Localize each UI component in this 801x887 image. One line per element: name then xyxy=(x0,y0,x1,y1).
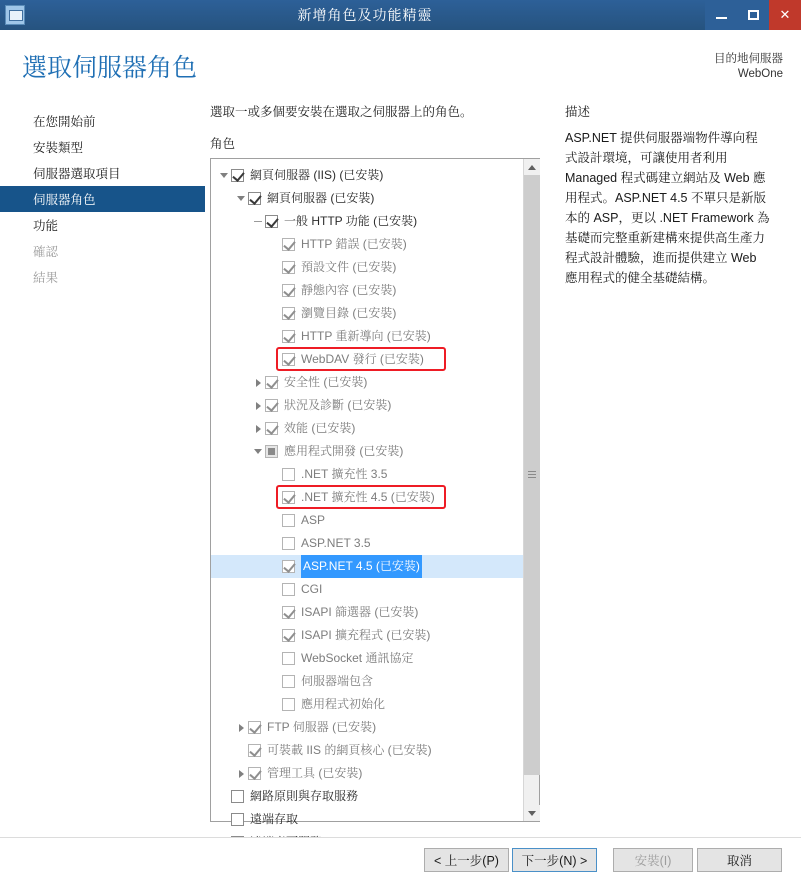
tree-spacer xyxy=(268,302,282,325)
tree-row-label: HTTP 錯誤 (已安裝) xyxy=(301,237,407,251)
tree-dash-icon xyxy=(251,210,265,233)
tree-row[interactable] xyxy=(211,371,524,394)
tree-row[interactable] xyxy=(211,440,524,463)
next-button[interactable]: 下一步(N) > xyxy=(512,848,597,872)
tree-row-label: 安全性 (已安裝) xyxy=(284,375,368,389)
chevron-right-icon[interactable] xyxy=(234,762,248,785)
sidebar-item-2[interactable] xyxy=(0,134,205,160)
roles-label: 角色 xyxy=(210,137,236,151)
tree-spacer xyxy=(268,578,282,601)
checkbox-checked[interactable] xyxy=(282,307,295,320)
tree-spacer xyxy=(268,279,282,302)
tree-spacer xyxy=(268,325,282,348)
tree-row[interactable] xyxy=(211,693,524,716)
tree-row-label: 管理工具 (已安裝) xyxy=(267,766,363,780)
tree-row[interactable] xyxy=(211,762,524,785)
checkbox-checked[interactable] xyxy=(231,169,244,182)
tree-row-label: 網路原則與存取服務 xyxy=(250,789,359,803)
tree-spacer xyxy=(268,532,282,555)
tree-row-label: 靜態內容 (已安裝) xyxy=(301,283,397,297)
tree-row-label: 一般 HTTP 功能 (已安裝) xyxy=(284,214,418,228)
destination-server-label: 目的地伺服器 xyxy=(714,53,783,65)
tree-row-label: 可裝載 IIS 的網頁核心 (已安裝) xyxy=(267,743,432,757)
checkbox-empty[interactable] xyxy=(282,652,295,665)
tree-row[interactable] xyxy=(211,716,524,739)
tree-spacer xyxy=(268,486,282,509)
checkbox-checked[interactable] xyxy=(282,238,295,251)
tree-row[interactable] xyxy=(211,394,524,417)
tree-row-label: .NET 擴充性 4.5 (已安裝) xyxy=(301,490,435,504)
instruction-text: 選取一或多個要安裝在選取之伺服器上的角色。 xyxy=(210,105,473,119)
tree-row[interactable] xyxy=(211,348,524,371)
sidebar-item-label: 功能 xyxy=(33,219,59,233)
tree-row-label: ISAPI 擴充程式 (已安裝) xyxy=(301,628,431,642)
tree-row-label: 狀況及診斷 (已安裝) xyxy=(284,398,392,412)
checkbox-empty[interactable] xyxy=(282,698,295,711)
tree-row-label: ASP.NET 3.5 xyxy=(301,536,371,550)
tree-row-label: ISAPI 篩選器 (已安裝) xyxy=(301,605,419,619)
window-buttons xyxy=(705,0,801,30)
footer-bar xyxy=(0,837,801,887)
checkbox-checked[interactable] xyxy=(248,192,261,205)
description-label: 描述 xyxy=(565,105,591,119)
destination-server-value: WebOne xyxy=(737,68,783,80)
checkbox-empty[interactable] xyxy=(231,790,244,803)
tree-row-label: 網頁伺服器 (已安裝) xyxy=(267,191,375,205)
chevron-down-icon[interactable] xyxy=(251,440,265,463)
tree-spacer xyxy=(217,808,231,831)
scroll-down-icon xyxy=(528,811,536,816)
tree-row[interactable] xyxy=(211,555,524,578)
tree-spacer xyxy=(268,670,282,693)
chevron-right-icon[interactable] xyxy=(251,417,265,440)
page-header xyxy=(0,30,801,92)
tree-row-label: ASP xyxy=(301,513,326,527)
tree-spacer xyxy=(268,601,282,624)
tree-spacer xyxy=(268,624,282,647)
checkbox-empty[interactable] xyxy=(282,514,295,527)
tree-row[interactable] xyxy=(211,187,524,210)
tree-row-label: 應用程式開發 (已安裝) xyxy=(284,444,404,458)
tree-row[interactable] xyxy=(211,486,524,509)
checkbox-empty[interactable] xyxy=(282,583,295,596)
tree-spacer xyxy=(268,463,282,486)
tree-row[interactable] xyxy=(211,279,524,302)
page-title: 選取伺服器角色 xyxy=(22,54,198,82)
checkbox-empty[interactable] xyxy=(282,675,295,688)
tree-row-label: 效能 (已安裝) xyxy=(284,421,356,435)
content-area xyxy=(0,92,801,837)
maximize-button[interactable] xyxy=(737,0,769,30)
tree-row-label: 遠端存取 xyxy=(250,812,299,826)
roles-tree[interactable] xyxy=(210,158,540,826)
window-title: 新增角色及功能精靈 xyxy=(297,7,433,23)
tree-row[interactable] xyxy=(211,647,524,670)
scroll-up-button[interactable] xyxy=(524,159,540,175)
tree-spacer xyxy=(268,509,282,532)
checkbox-filled[interactable] xyxy=(265,445,278,458)
tree-row[interactable] xyxy=(211,739,524,762)
tree-spacer xyxy=(268,647,282,670)
tree-row[interactable] xyxy=(211,578,524,601)
checkbox-checked[interactable] xyxy=(282,261,295,274)
sidebar-item-5[interactable] xyxy=(0,212,205,238)
destination-server-block xyxy=(714,52,783,82)
tree-row[interactable] xyxy=(211,233,524,256)
previous-button[interactable]: < 上一步(P) xyxy=(424,848,509,872)
tree-row-label: ASP.NET 4.5 (已安裝) xyxy=(301,555,422,578)
wizard-nav xyxy=(0,108,205,290)
title-bar xyxy=(0,0,801,30)
chevron-right-icon[interactable] xyxy=(234,716,248,739)
tree-row[interactable] xyxy=(211,210,524,233)
checkbox-checked[interactable] xyxy=(282,629,295,642)
tree-row-label: WebSocket 通訊協定 xyxy=(301,651,414,665)
tree-row-label: 瀏覽目錄 (已安裝) xyxy=(301,306,397,320)
sidebar-item-4[interactable] xyxy=(0,186,205,212)
checkbox-checked[interactable] xyxy=(282,353,295,366)
tree-row-label: HTTP 重新導向 (已安裝) xyxy=(301,329,431,343)
checkbox-empty[interactable] xyxy=(282,537,295,550)
checkbox-checked[interactable] xyxy=(282,606,295,619)
tree-row-label: 網頁伺服器 (IIS) (已安裝) xyxy=(250,168,384,182)
chevron-down-icon[interactable] xyxy=(217,164,231,187)
tree-row[interactable] xyxy=(211,601,524,624)
sidebar-item-label: 在您開始前 xyxy=(33,115,96,129)
sidebar-item-label: 伺服器角色 xyxy=(33,193,96,207)
checkbox-checked[interactable] xyxy=(265,422,278,435)
checkbox-checked[interactable] xyxy=(265,376,278,389)
tree-row-label: WebDAV 發行 (已安裝) xyxy=(301,352,424,366)
cancel-button[interactable]: 取消 xyxy=(697,848,782,872)
tree-row[interactable] xyxy=(211,463,524,486)
scrollbar-grip-icon xyxy=(528,471,536,479)
description-panel xyxy=(565,102,790,288)
checkbox-checked[interactable] xyxy=(282,491,295,504)
chevron-down-icon[interactable] xyxy=(234,187,248,210)
tree-spacer xyxy=(217,785,231,808)
tree-row[interactable] xyxy=(211,785,524,808)
tree-row[interactable] xyxy=(211,325,524,348)
checkbox-checked[interactable] xyxy=(248,767,261,780)
sidebar-item-label: 伺服器選取項目 xyxy=(33,167,121,181)
server-wizard-icon xyxy=(5,5,25,25)
roles-tree-scrollbar[interactable] xyxy=(523,159,539,821)
scroll-up-icon xyxy=(528,165,536,170)
checkbox-empty[interactable] xyxy=(282,468,295,481)
tree-row-label: 應用程式初始化 xyxy=(301,697,386,711)
tree-row[interactable] xyxy=(211,417,524,440)
sidebar-item-7 xyxy=(0,264,205,290)
tree-row[interactable] xyxy=(211,256,524,279)
checkbox-checked[interactable] xyxy=(282,284,295,297)
sidebar-item-label: 安裝類型 xyxy=(33,141,84,155)
tree-row-label: CGI xyxy=(301,582,323,596)
tree-row-label: 預設文件 (已安裝) xyxy=(301,260,397,274)
sidebar-item-label: 確認 xyxy=(33,245,59,259)
minimize-icon xyxy=(716,17,727,19)
install-button: 安裝(I) xyxy=(613,848,693,872)
minimize-button[interactable] xyxy=(705,0,737,30)
checkbox-checked[interactable] xyxy=(248,744,261,757)
sidebar-item-1[interactable] xyxy=(0,108,205,134)
chevron-right-icon[interactable] xyxy=(251,394,265,417)
tree-row[interactable] xyxy=(211,670,524,693)
scroll-down-button[interactable] xyxy=(524,805,540,821)
tree-row-label: FTP 伺服器 (已安裝) xyxy=(267,720,377,734)
close-button[interactable]: ✕ xyxy=(769,0,801,30)
chevron-right-icon[interactable] xyxy=(251,371,265,394)
maximize-icon xyxy=(748,10,759,20)
tree-spacer xyxy=(268,555,282,578)
checkbox-checked[interactable] xyxy=(248,721,261,734)
scrollbar-thumb[interactable] xyxy=(524,175,540,775)
sidebar-item-label: 結果 xyxy=(33,271,59,285)
tree-row[interactable] xyxy=(211,808,524,831)
checkbox-checked[interactable] xyxy=(265,399,278,412)
tree-spacer xyxy=(268,256,282,279)
roles-panel xyxy=(210,102,555,826)
checkbox-checked[interactable] xyxy=(265,215,278,228)
tree-row[interactable] xyxy=(211,532,524,555)
roles-tree-rows[interactable] xyxy=(211,159,524,826)
checkbox-checked[interactable] xyxy=(282,330,295,343)
tree-spacer xyxy=(268,233,282,256)
checkbox-empty[interactable] xyxy=(231,813,244,826)
description-text: ASP.NET 提供伺服器端物件導向程式設計環境，可讓使用者利用 Managed 程式碼建立網站及 Web 應用程式。ASP.NET 4.5 不單只是新版本的 ASP，更以 .NET Framework 為基礎而完整重新建構來提供高生產力程式設計體驗，進而提供建立 Web 應用程式的健全基礎結構。 xyxy=(565,131,770,285)
tree-spacer xyxy=(268,348,282,371)
tree-row[interactable] xyxy=(211,164,524,187)
sidebar-item-6 xyxy=(0,238,205,264)
checkbox-checked[interactable] xyxy=(282,560,295,573)
tree-row-label: .NET 擴充性 3.5 xyxy=(301,467,388,481)
tree-row[interactable] xyxy=(211,624,524,647)
sidebar-item-3[interactable] xyxy=(0,160,205,186)
tree-row-label: 伺服器端包含 xyxy=(301,674,374,688)
tree-spacer xyxy=(268,693,282,716)
tree-row[interactable] xyxy=(211,302,524,325)
tree-row[interactable] xyxy=(211,509,524,532)
tree-spacer xyxy=(234,739,248,762)
